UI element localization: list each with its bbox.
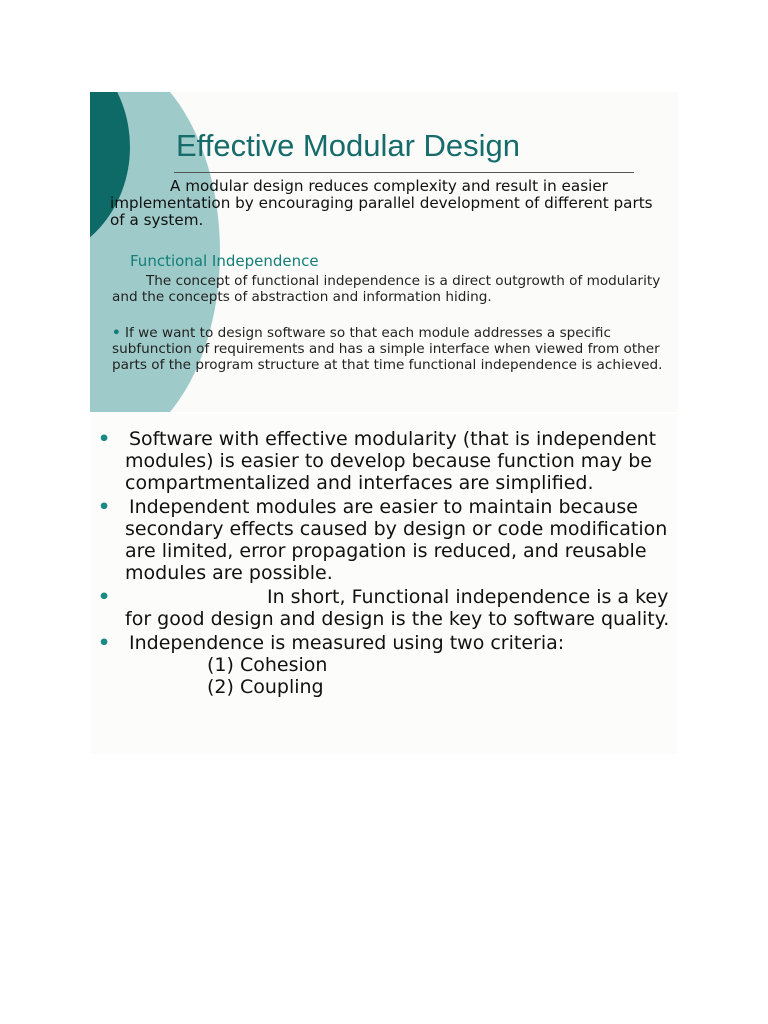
list-item-text: Independence is measured using two criteria: <box>129 632 565 654</box>
list-item-text: Independent modules are easier to maintain because secondary effects caused by design or code modification are limited, error propagation is reduced, and reusable modules are possible. <box>125 496 668 584</box>
slide-intro-text: A modular design reduces complexity and result in easier implementation by encouraging parallel development of different parts of a system. <box>110 177 653 229</box>
slide-subheading: Functional Independence <box>130 252 319 270</box>
list-item <box>90 632 678 698</box>
slide-sub-paragraph <box>112 273 672 305</box>
slide-bullet <box>112 325 672 373</box>
list-item <box>90 496 678 584</box>
list-item-text: Software with effective modularity (that is independent modules) is easier to develop because function may be compartmentalized and interfaces are simplified. <box>125 428 657 494</box>
criterion-cohesion: (1) Cohesion <box>207 654 328 676</box>
slide-bullet-text: If we want to design software so that each module addresses a specific subfunction of requirements and has a simple interface when viewed from other parts of the program structure at that time functional independence is achieved. <box>112 325 663 373</box>
bullet-mark: • <box>98 496 111 518</box>
list-item-text: In short, Functional independence is a key for good design and design is the key to software quality. <box>125 586 670 630</box>
notes-section <box>90 414 678 754</box>
bullet-mark: • <box>98 632 111 654</box>
slide-image <box>90 92 678 412</box>
bullet-mark: • <box>112 325 121 341</box>
slide-intro <box>110 178 670 229</box>
notes-bullet-list <box>90 428 678 700</box>
list-item <box>90 428 678 494</box>
title-divider <box>174 172 634 173</box>
slide-sub-paragraph-text: The concept of functional independence is a direct outgrowth of modularity and the concepts of abstraction and information hiding. <box>112 273 661 305</box>
criterion-coupling: (2) Coupling <box>207 676 324 698</box>
bullet-mark: • <box>98 586 111 608</box>
list-item <box>90 586 678 630</box>
bullet-mark: • <box>98 428 111 450</box>
slide-title: Effective Modular Design <box>176 128 521 163</box>
